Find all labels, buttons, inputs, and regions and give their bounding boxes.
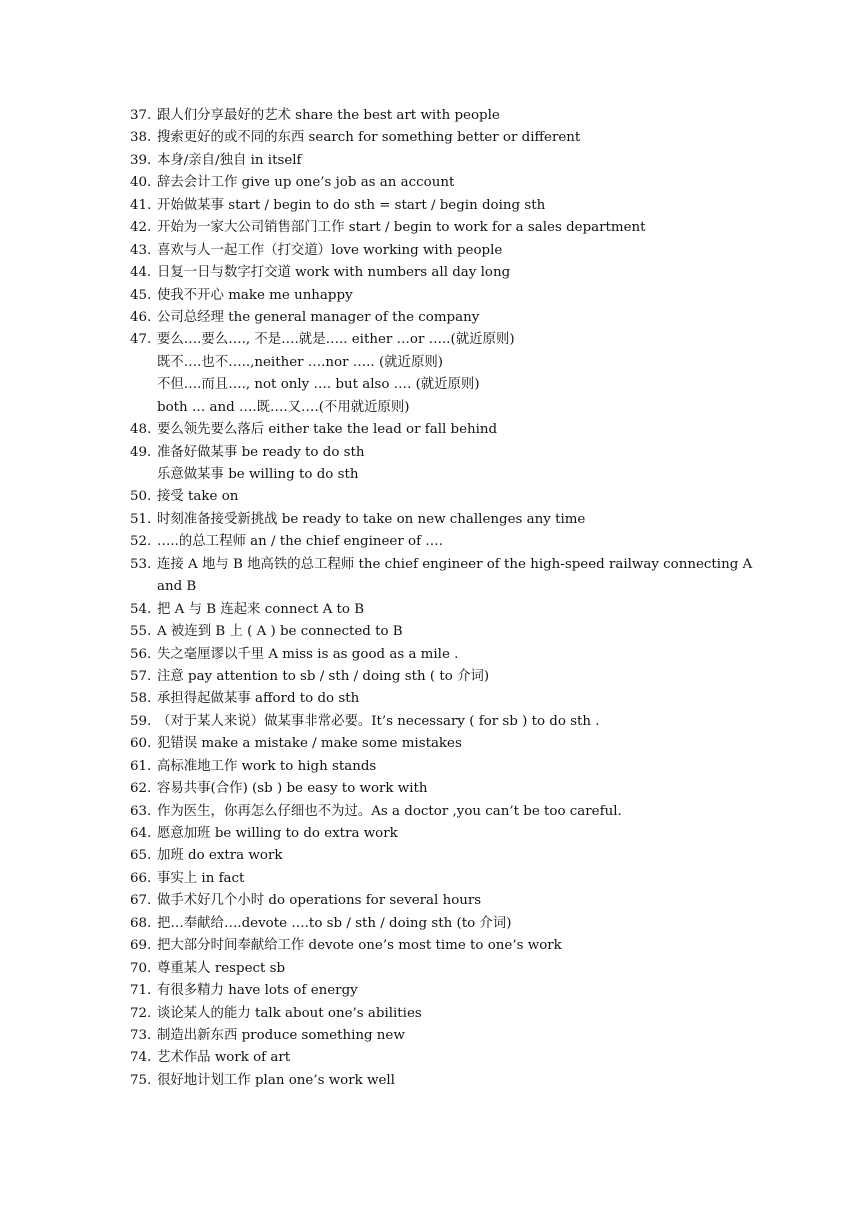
item-number: 57. bbox=[130, 668, 152, 684]
item-number: 38. bbox=[130, 130, 152, 146]
item-text: 既不….也不…..,neither ….nor ….. (就近原则) bbox=[157, 354, 443, 370]
list-item bbox=[0, 486, 860, 508]
item-number: 41. bbox=[130, 197, 152, 213]
list-item bbox=[0, 958, 860, 980]
item-text: 作为医生，你再怎么仔细也不为过。As a doctor ,you can’t be too careful. bbox=[157, 803, 622, 819]
list-item bbox=[0, 195, 860, 217]
item-text: 尊重某人 respect sb bbox=[157, 960, 286, 976]
item-text: 把…奉献给….devote ….to sb / sth / doing sth (to 介词) bbox=[157, 915, 512, 931]
item-text: 本身/亲自/独自 in itself bbox=[157, 152, 302, 168]
list-item bbox=[0, 1047, 860, 1069]
item-number: 66. bbox=[130, 870, 152, 886]
item-text: 承担得起做某事 afford to do sth bbox=[157, 691, 360, 707]
list-item bbox=[0, 1070, 860, 1092]
list-item bbox=[0, 576, 860, 598]
item-number: 69. bbox=[130, 938, 152, 954]
item-text: 开始为一家大公司销售部门工作 start / begin to work for a sales department bbox=[157, 220, 646, 236]
list-item bbox=[0, 150, 860, 172]
item-number: 67. bbox=[130, 893, 152, 909]
item-text: 开始做某事 start / begin to do sth = start / begin doing sth bbox=[157, 197, 546, 213]
list-item bbox=[0, 172, 860, 194]
list-item bbox=[0, 262, 860, 284]
list-item bbox=[0, 509, 860, 531]
item-number: 50. bbox=[130, 489, 152, 505]
item-text: 注意 pay attention to sb / sth / doing sth ( to 介词) bbox=[157, 668, 490, 684]
item-number: 65. bbox=[130, 848, 152, 864]
item-text: and B bbox=[157, 579, 197, 595]
item-number: 60. bbox=[130, 736, 152, 752]
item-number: 53. bbox=[130, 556, 152, 572]
list-item bbox=[0, 644, 860, 666]
list-item bbox=[0, 845, 860, 867]
item-text: …..的总工程师 an / the chief engineer of …. bbox=[157, 534, 443, 550]
list-item bbox=[0, 329, 860, 351]
item-number: 48. bbox=[130, 422, 152, 438]
item-text: 加班 do extra work bbox=[157, 848, 283, 864]
item-text: 把 A 与 B 连起来 connect A to B bbox=[157, 601, 365, 617]
item-number: 54. bbox=[130, 601, 152, 617]
item-text: 日复一日与数字打交道 work with numbers all day long bbox=[157, 265, 511, 281]
list-item bbox=[0, 285, 860, 307]
item-text: 准备好做某事 be ready to do sth bbox=[157, 444, 365, 460]
list-item bbox=[0, 980, 860, 1002]
item-number: 75. bbox=[130, 1072, 152, 1088]
item-text: A 被连到 B 上 ( A ) be connected to B bbox=[157, 624, 403, 640]
item-text: 做手术好几个小时 do operations for several hours bbox=[157, 893, 482, 909]
list-item bbox=[0, 217, 860, 239]
item-text: 公司总经理 the general manager of the company bbox=[157, 309, 480, 325]
item-text: 很好地计划工作 plan one’s work well bbox=[157, 1072, 395, 1088]
item-text: 不但….而且…., not only …. but also …. (就近原则) bbox=[157, 377, 480, 393]
list-item bbox=[0, 554, 860, 576]
list-item bbox=[0, 397, 860, 419]
item-text: 把大部分时间奉献给工作 devote one’s most time to one’s work bbox=[157, 938, 562, 954]
list-item bbox=[0, 127, 860, 149]
item-number: 49. bbox=[130, 444, 152, 460]
list-item bbox=[0, 733, 860, 755]
item-text: 跟人们分享最好的艺术 share the best art with people bbox=[157, 108, 500, 123]
item-text: 接受 take on bbox=[157, 489, 239, 505]
list-item bbox=[0, 307, 860, 329]
list-item bbox=[0, 756, 860, 778]
list-item bbox=[0, 531, 860, 553]
vocabulary-list bbox=[0, 105, 860, 1092]
item-number: 51. bbox=[130, 511, 152, 527]
item-text: 搜索更好的或不同的东西 search for something better or different bbox=[157, 130, 581, 146]
list-item bbox=[0, 105, 860, 127]
item-number: 59. bbox=[130, 713, 152, 729]
item-text: 有很多精力 have lots of energy bbox=[157, 983, 358, 999]
item-number: 55. bbox=[130, 624, 152, 640]
item-number: 40. bbox=[130, 175, 152, 191]
item-number: 61. bbox=[130, 758, 152, 774]
item-text: 事实上 in fact bbox=[157, 870, 245, 886]
item-text: 高标准地工作 work to high stands bbox=[157, 758, 377, 774]
item-text: 乐意做某事 be willing to do sth bbox=[157, 467, 359, 482]
item-text: 要么….要么…., 不是….就是….. either …or …..(就近原则) bbox=[157, 332, 515, 348]
list-item bbox=[0, 688, 860, 710]
list-item bbox=[0, 419, 860, 441]
list-item bbox=[0, 374, 860, 396]
item-number: 64. bbox=[130, 826, 152, 841]
item-number: 47. bbox=[130, 332, 152, 348]
item-number: 52. bbox=[130, 534, 152, 550]
item-number: 37. bbox=[130, 108, 152, 123]
list-item bbox=[0, 913, 860, 935]
item-number: 70. bbox=[130, 960, 152, 976]
item-text: （对于某人来说）做某事非常必要。It’s necessary ( for sb ) to do sth . bbox=[157, 713, 600, 729]
item-text: both … and ….既….又….(不用就近原则) bbox=[157, 399, 410, 415]
item-number: 42. bbox=[130, 220, 152, 236]
item-text: 失之毫厘谬以千里 A miss is as good as a mile . bbox=[157, 646, 459, 662]
item-text: 辞去会计工作 give up one’s job as an account bbox=[157, 175, 455, 191]
item-text: 容易共事(合作) (sb ) be easy to work with bbox=[157, 781, 428, 797]
item-number: 39. bbox=[130, 152, 152, 168]
list-item bbox=[0, 801, 860, 823]
list-item bbox=[0, 442, 860, 464]
list-item bbox=[0, 240, 860, 262]
list-item bbox=[0, 666, 860, 688]
list-item bbox=[0, 464, 860, 486]
item-number: 46. bbox=[130, 309, 152, 325]
item-number: 72. bbox=[130, 1005, 152, 1021]
item-number: 58. bbox=[130, 691, 152, 707]
list-item bbox=[0, 868, 860, 890]
list-item bbox=[0, 890, 860, 912]
list-item bbox=[0, 1003, 860, 1025]
list-item bbox=[0, 778, 860, 800]
item-text: 愿意加班 be willing to do extra work bbox=[157, 826, 398, 841]
list-item bbox=[0, 599, 860, 621]
item-text: 犯错误 make a mistake / make some mistakes bbox=[157, 736, 462, 752]
item-text: 制造出新东西 produce something new bbox=[157, 1027, 405, 1043]
item-text: 艺术作品 work of art bbox=[157, 1050, 291, 1066]
list-item bbox=[0, 823, 860, 845]
item-text: 使我不开心 make me unhappy bbox=[157, 287, 353, 303]
item-number: 63. bbox=[130, 803, 152, 819]
item-number: 43. bbox=[130, 242, 152, 258]
list-item bbox=[0, 621, 860, 643]
item-text: 要么领先要么落后 either take the lead or fall behind bbox=[157, 422, 498, 438]
list-item bbox=[0, 711, 860, 733]
item-number: 71. bbox=[130, 983, 152, 999]
item-text: 时刻准备接受新挑战 be ready to take on new challenges any time bbox=[157, 511, 586, 527]
item-text: 谈论某人的能力 talk about one’s abilities bbox=[157, 1005, 422, 1021]
list-item bbox=[0, 1025, 860, 1047]
item-text: 喜欢与人一起工作（打交道）love working with people bbox=[157, 242, 503, 258]
item-number: 73. bbox=[130, 1027, 152, 1043]
item-number: 56. bbox=[130, 646, 152, 662]
item-number: 44. bbox=[130, 265, 152, 281]
list-item bbox=[0, 352, 860, 374]
item-number: 74. bbox=[130, 1050, 152, 1066]
item-number: 62. bbox=[130, 781, 152, 797]
item-text: 连接 A 地与 B 地高铁的总工程师 the chief engineer of the high-speed railway connecting A bbox=[157, 556, 753, 572]
list-item bbox=[0, 935, 860, 957]
item-number: 68. bbox=[130, 915, 152, 931]
item-number: 45. bbox=[130, 287, 152, 303]
